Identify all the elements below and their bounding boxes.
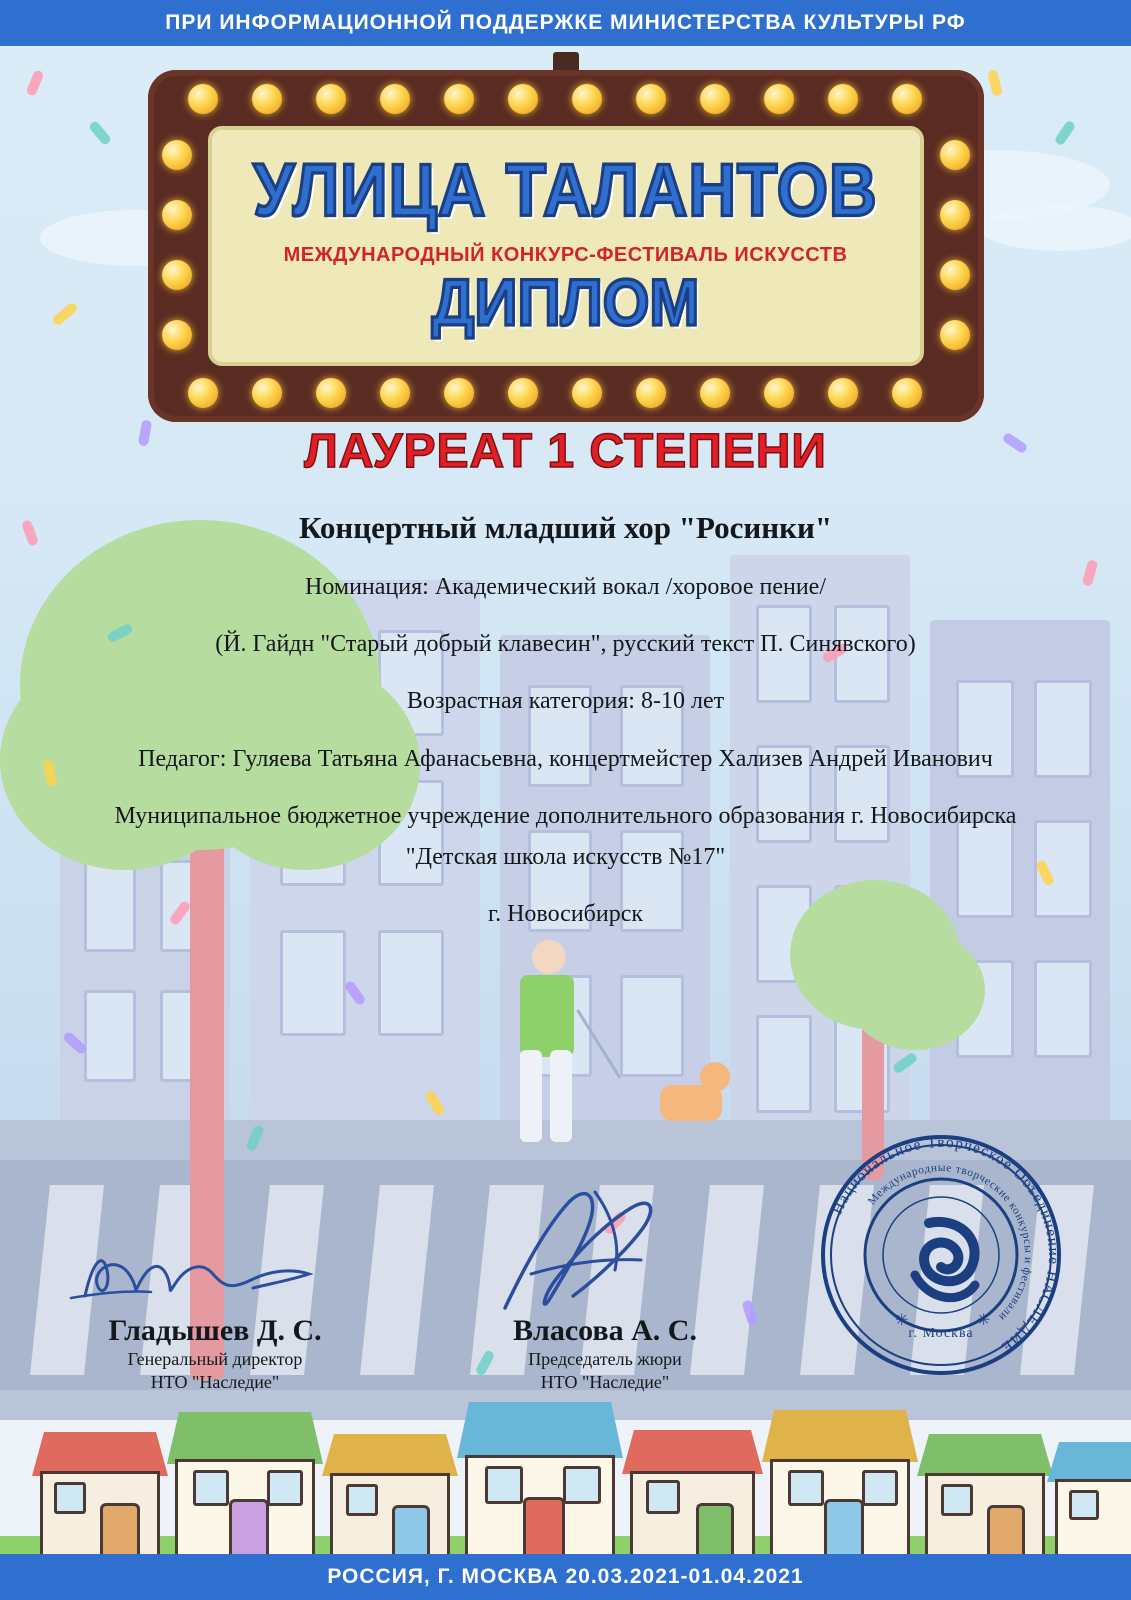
stamp-inner-text: Международные творческие конкурсы и фестивали [865, 1161, 1035, 1324]
signature-scribble-1 [55, 1240, 375, 1310]
stamp-city: г. Москва [908, 1326, 974, 1341]
bulb-icon [188, 84, 218, 114]
signature-scribble-2 [445, 1240, 765, 1310]
house [40, 1434, 160, 1554]
house [175, 1414, 315, 1554]
bulb-icon [380, 378, 410, 408]
house [465, 1404, 615, 1554]
bulb-icon [700, 378, 730, 408]
program-line: (Й. Гайдн "Старый добрый клавесин", русский текст П. Синявского) [215, 631, 916, 658]
bulb-icon [636, 84, 666, 114]
pedestrian-body [520, 975, 574, 1057]
bulb-icon [252, 84, 282, 114]
bulb-icon [828, 84, 858, 114]
bulb-icon [940, 200, 970, 230]
bulb-icon [316, 84, 346, 114]
pedestrian-leg-1 [520, 1050, 542, 1142]
diploma-content [40, 510, 1091, 956]
nomination-line: Номинация: Академический вокал /хоровое пение/ [305, 574, 826, 600]
bulb-icon [444, 378, 474, 408]
organization-line-2: "Детская школа искусств №17" [405, 843, 726, 870]
dog-head [700, 1062, 730, 1092]
cloud-2 [980, 205, 1131, 251]
bulb-icon [892, 378, 922, 408]
stamp-star-right: ✳ [977, 1312, 991, 1329]
bulb-icon [636, 378, 666, 408]
bottom-banner-text: РОССИЯ, Г. МОСКВА 20.03.2021-01.04.2021 [327, 1565, 804, 1588]
bulb-icon [940, 320, 970, 350]
document-type: ДИПЛОМ [431, 265, 700, 340]
stamp-star-left: ✳ [895, 1312, 909, 1329]
bulb-icon [940, 140, 970, 170]
house [925, 1436, 1045, 1554]
bulb-icon [764, 84, 794, 114]
bulb-icon [444, 84, 474, 114]
house [770, 1412, 910, 1554]
bulb-icon [162, 140, 192, 170]
award-title: ЛАУРЕАТ 1 СТЕПЕНИ [304, 425, 827, 478]
house [330, 1436, 450, 1554]
bulb-icon [892, 84, 922, 114]
festival-title: УЛИЦА ТАЛАНТОВ [253, 148, 878, 232]
houses-row [0, 1344, 1131, 1554]
sign-frame [148, 70, 984, 422]
bulb-icon [940, 260, 970, 290]
top-banner-text: ПРИ ИНФОРМАЦИОННОЙ ПОДДЕРЖКЕ МИНИСТЕРСТВА КУЛЬТУРЫ РФ [165, 11, 966, 34]
bulb-icon [162, 320, 192, 350]
top-banner [0, 0, 1131, 46]
bulb-icon [188, 378, 218, 408]
bulb-icon [162, 260, 192, 290]
house [630, 1432, 755, 1554]
stamp-outer-text: Национальное Творческое Объединение НАСЛЕДИЕ [828, 1133, 1063, 1357]
sign-plate [208, 126, 924, 366]
marquee-sign [148, 52, 984, 422]
winner-name: Концертный младший хор "Росинки" [298, 510, 833, 545]
bulb-icon [316, 378, 346, 408]
age-category-line: Возрастная категория: 8-10 лет [406, 688, 725, 715]
bulb-icon [162, 200, 192, 230]
bulb-icon [252, 378, 282, 408]
signature-role-1-line2: НТО "Наследие" [150, 1372, 280, 1393]
signature-role-2-line2: НТО "Наследие" [540, 1372, 670, 1393]
teacher-line: Педагог: Гуляева Татьяна Афанасьевна, концертмейстер Хализев Андрей Иванович [138, 745, 993, 772]
pedestrian-leg-2 [550, 1050, 572, 1142]
signature-name-2: Власова А. С. [513, 1314, 697, 1347]
bulb-icon [764, 378, 794, 408]
organization-line-1: Муниципальное бюджетное учреждение дополнительного образования г. Новосибирска [114, 802, 1017, 829]
city-line: г. Новосибирск [487, 901, 644, 928]
house [1055, 1444, 1131, 1554]
signature-role-2-line1: Председатель жюри [528, 1349, 682, 1369]
bulb-icon [508, 378, 538, 408]
bulb-icon [508, 84, 538, 114]
bulb-icon [828, 378, 858, 408]
bottom-banner [0, 1554, 1131, 1600]
bulb-icon [572, 84, 602, 114]
bulb-icon [380, 84, 410, 114]
signature-name-1: Гладышев Д. С. [108, 1314, 322, 1347]
bulb-icon [700, 84, 730, 114]
festival-subtitle: МЕЖДУНАРОДНЫЙ КОНКУРС-ФЕСТИВАЛЬ ИСКУССТВ [283, 243, 848, 266]
signature-role-1-line1: Генеральный директор [127, 1349, 303, 1369]
bulb-icon [572, 378, 602, 408]
